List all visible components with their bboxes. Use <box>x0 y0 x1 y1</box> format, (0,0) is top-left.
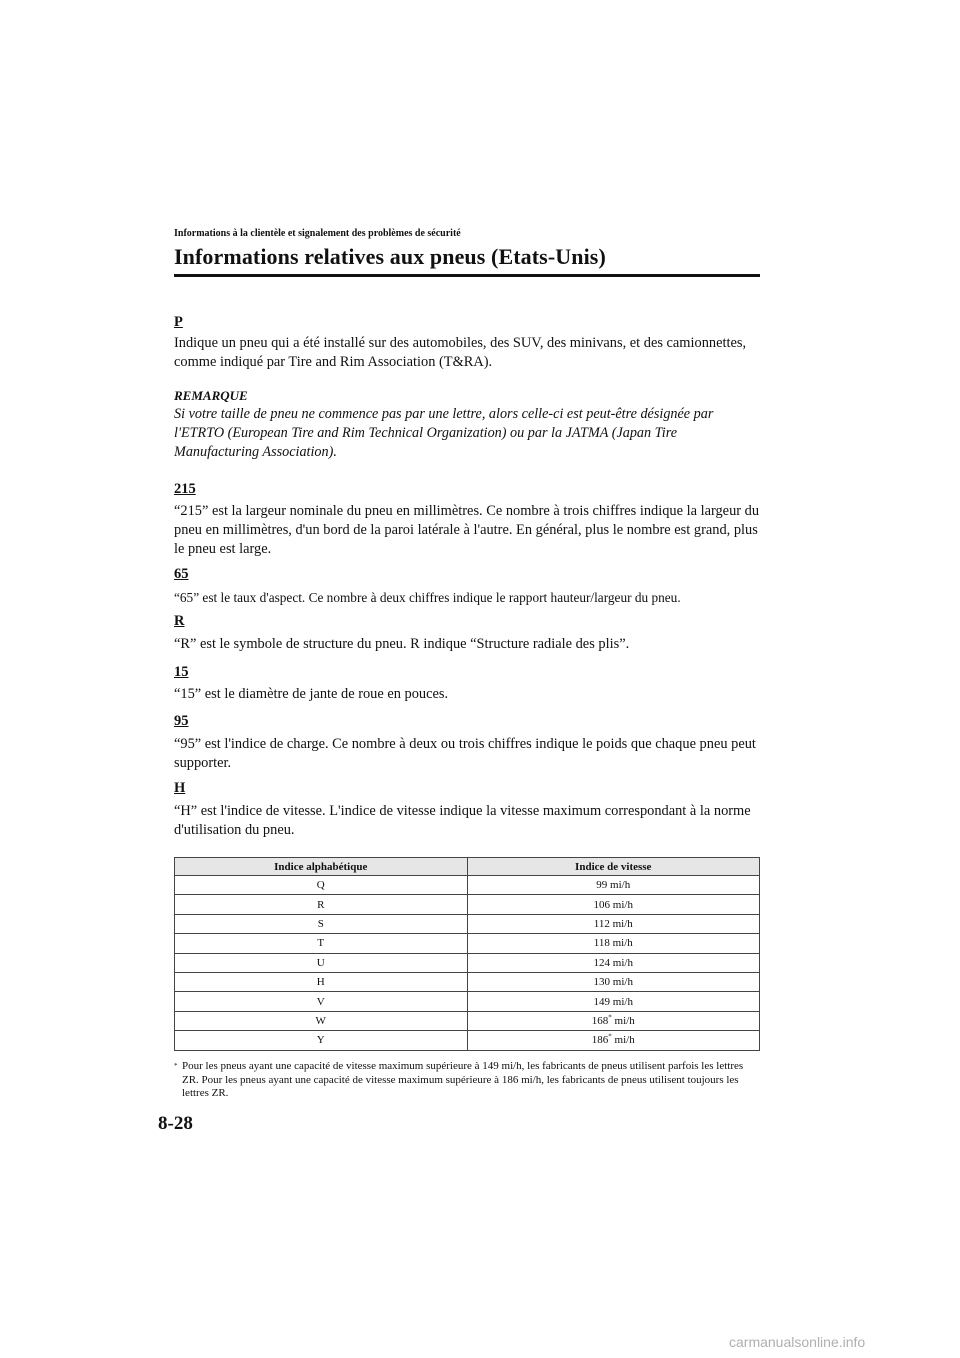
page-title: Informations relatives aux pneus (Etats-Unis) <box>174 244 606 269</box>
column-header-letter: Indice alphabétique <box>175 858 468 876</box>
footnote-marker: * <box>608 1013 612 1022</box>
letter-cell: H <box>175 972 468 991</box>
table-row <box>175 953 760 972</box>
speed-unit: mi/h <box>610 976 633 989</box>
speed-unit: mi/h <box>610 898 633 911</box>
term-p: P <box>174 314 183 330</box>
term-65: 65 <box>174 566 189 582</box>
speed-cell <box>467 876 760 895</box>
table-row <box>175 914 760 933</box>
table-footnote <box>174 1060 760 1101</box>
table-row <box>175 895 760 914</box>
letter-cell: T <box>175 934 468 953</box>
speed-unit: mi/h <box>611 1034 635 1047</box>
speed-value: 186 <box>591 1034 609 1047</box>
column-header-speed: Indice de vitesse <box>467 858 760 876</box>
page-number: 8-28 <box>158 1113 193 1134</box>
speed-cell <box>467 934 760 953</box>
term-15-description: “15” est le diamètre de jante de roue en pouces. <box>174 686 449 702</box>
term-r-description: “R” est le symbole de structure du pneu. R indique “Structure radiale des plis”. <box>174 636 630 652</box>
speed-value: 168 <box>591 1014 609 1027</box>
speed-rating-table <box>174 857 760 1051</box>
term-95-description: “95” est l'indice de charge. Ce nombre à deux ou trois chiffres indique le poids que chaque pneu peut supporter. <box>174 736 756 771</box>
term-h-description: “H” est l'indice de vitesse. L'indice de vitesse indique la vitesse maximum correspondant à la norme d'utilisation du pneu. <box>174 803 751 838</box>
section-header: Informations à la clientèle et signalement des problèmes de sécurité <box>174 228 461 239</box>
term-r: R <box>174 613 185 629</box>
speed-value: 124 <box>593 956 611 969</box>
table-row <box>175 1011 760 1030</box>
term-215: 215 <box>174 481 196 497</box>
speed-unit: mi/h <box>609 937 633 950</box>
table-row <box>175 1031 760 1050</box>
speed-value: 106 <box>593 898 611 911</box>
table-header-row <box>175 858 760 876</box>
speed-cell <box>467 1031 760 1050</box>
letter-cell: S <box>175 914 468 933</box>
term-95: 95 <box>174 713 189 729</box>
speed-value: 112 <box>593 917 610 930</box>
speed-cell <box>467 1011 760 1030</box>
term-65-description: “65” est le taux d'aspect. Ce nombre à deux chiffres indique le rapport hauteur/largeur du pneu. <box>174 590 681 605</box>
speed-value: 99 <box>596 879 608 892</box>
speed-value: 130 <box>593 976 611 989</box>
term-15: 15 <box>174 664 189 680</box>
footnote-text: Pour les pneus ayant une capacité de vitesse maximum supérieure à 149 mi/h, les fabricants de pneus utilisent parfois les lettres ZR. Pour les pneus ayant une capacité de vitesse maximum supérieure à 186 mi/h, les fabricants de pneus utilisent toujours les lettres ZR. <box>182 1060 744 1099</box>
speed-value: 149 <box>593 995 611 1008</box>
header-divider <box>174 274 760 277</box>
speed-cell <box>467 972 760 991</box>
speed-unit: mi/h <box>610 956 633 969</box>
letter-cell: U <box>175 953 468 972</box>
letter-cell: Y <box>175 1031 468 1050</box>
footnote-marker: * <box>608 1032 612 1041</box>
note-title: REMARQUE <box>174 388 248 403</box>
term-215-description: “215” est la largeur nominale du pneu en millimètres. Ce nombre à trois chiffres indique la largeur du pneu en millimètres, d'un bord de la paroi latérale à l'autre. En général, plus le nombre est grand, plus le pneu est large. <box>174 503 760 557</box>
watermark: carmanualsonline.info <box>729 1334 866 1350</box>
speed-cell <box>467 914 760 933</box>
speed-unit: mi/h <box>607 879 631 892</box>
speed-unit: mi/h <box>611 1014 635 1027</box>
letter-cell: V <box>175 992 468 1011</box>
term-h: H <box>174 780 186 796</box>
letter-cell: R <box>175 895 468 914</box>
note-text: Si votre taille de pneu ne commence pas par une lettre, alors celle-ci est peut-être désignée par l'ETRTO (European Tire and Rim Technical Organization) ou par la JATMA (Japan Tire Manufacturing Association). <box>174 406 714 460</box>
speed-unit: mi/h <box>610 995 633 1008</box>
speed-cell <box>467 953 760 972</box>
speed-cell <box>467 992 760 1011</box>
table-row <box>175 934 760 953</box>
speed-value: 118 <box>593 937 610 950</box>
table-row <box>175 972 760 991</box>
table-row <box>175 876 760 895</box>
table-row <box>175 992 760 1011</box>
footnote-mark: * <box>174 1062 178 1070</box>
speed-cell <box>467 895 760 914</box>
letter-cell: W <box>175 1011 468 1030</box>
term-p-description: Indique un pneu qui a été installé sur des automobiles, des SUV, des minivans, et des camionnettes, comme indiqué par Tire and Rim Association (T&RA). <box>174 335 747 370</box>
speed-unit: mi/h <box>609 917 633 930</box>
letter-cell: Q <box>175 876 468 895</box>
